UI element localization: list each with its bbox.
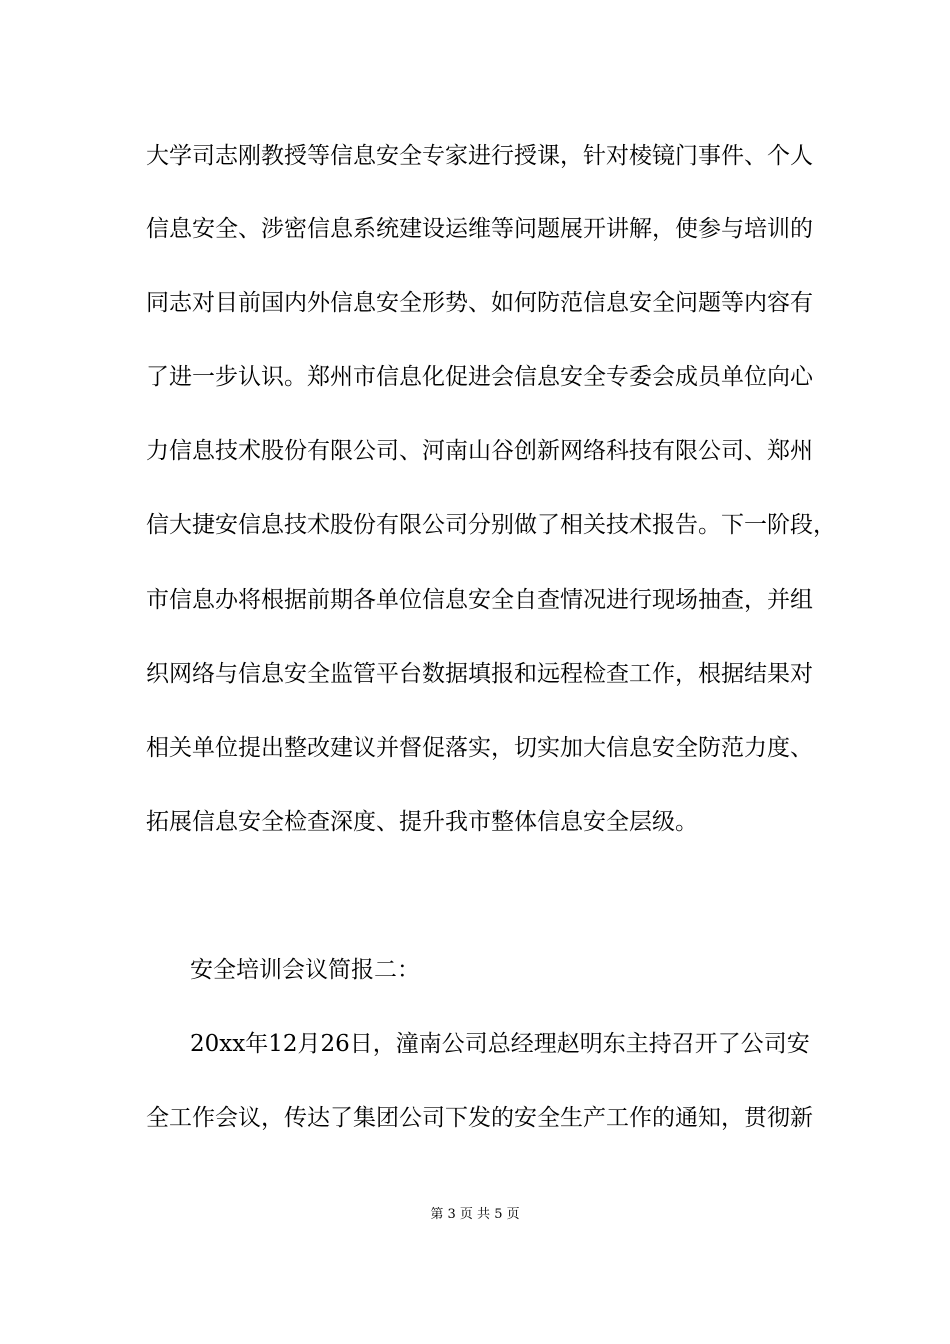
paragraph-line: 信息安全、涉密信息系统建设运维等问题展开讲解，使参与培训的 [146,216,813,242]
paragraph-line: 信大捷安信息技术股份有限公司分别做了相关技术报告。下一阶段， [146,512,836,538]
section-heading: 安全培训会议简报二： [190,957,420,983]
paragraph-line: 20xx年12月26日，潼南公司总经理赵明东主持召开了公司安 [190,1031,810,1057]
paragraph-line: 相关单位提出整改建议并督促落实，切实加大信息安全防范力度、 [146,735,813,761]
paragraph-line: 了进一步认识。郑州市信息化促进会信息安全专委会成员单位向心 [146,364,813,390]
paragraph-line: 全工作会议，传达了集团公司下发的安全生产工作的通知，贯彻新 [146,1105,813,1131]
paragraph-line: 拓展信息安全检查深度、提升我市整体信息安全层级。 [146,809,698,835]
paragraph-line: 同志对目前国内外信息安全形势、如何防范信息安全问题等内容有 [146,290,813,316]
page-number-footer: 第 3 页 共 5 页 [430,1207,520,1222]
paragraph-line: 市信息办将根据前期各单位信息安全自查情况进行现场抽查，并组 [146,587,813,613]
paragraph-line: 织网络与信息安全监管平台数据填报和远程检查工作，根据结果对 [146,661,813,687]
paragraph-line: 力信息技术股份有限公司、河南山谷创新网络科技有限公司、郑州 [146,438,813,464]
paragraph-line: 大学司志刚教授等信息安全专家进行授课，针对棱镜门事件、个人 [146,143,813,169]
